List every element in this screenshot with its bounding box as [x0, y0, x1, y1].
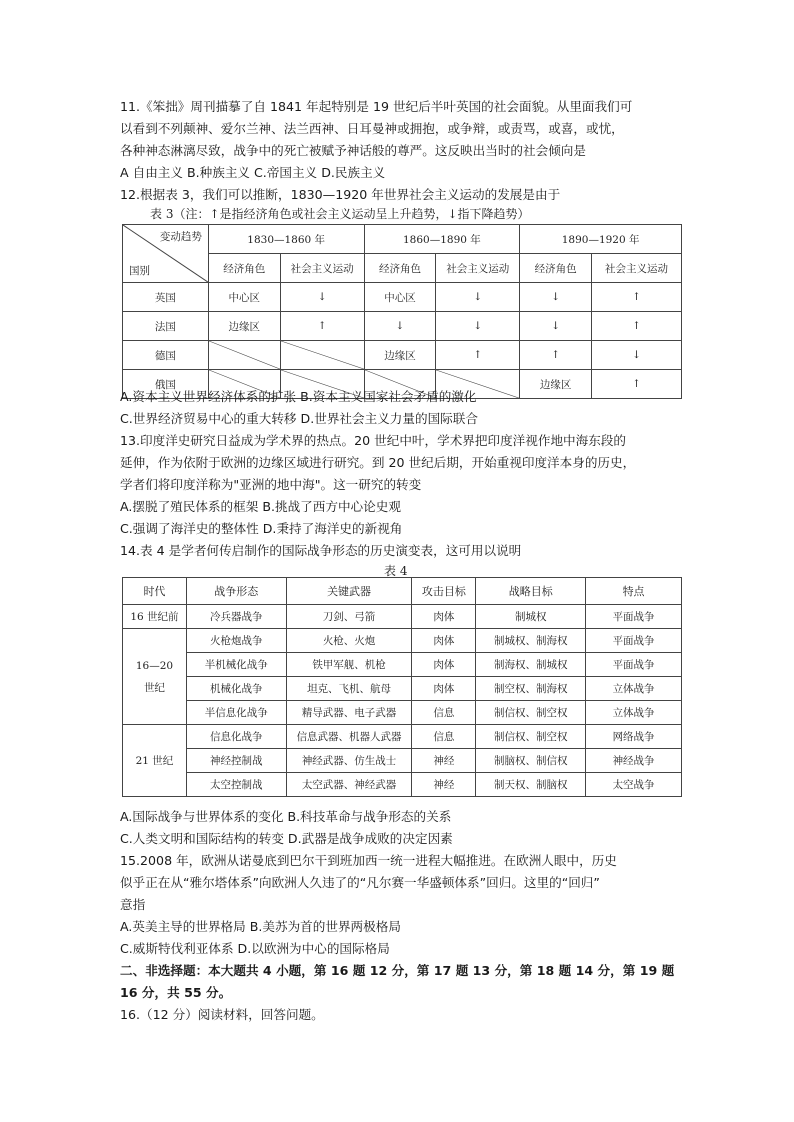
- q12-options-ab: A.资本主义世界经济体系的扩张 B.资本主义国家社会矛盾的激化: [120, 389, 477, 404]
- table3-cell: ↓: [436, 312, 520, 341]
- table4-cell: 坦克、飞机、航母: [286, 677, 412, 701]
- table3-row-britain: [123, 283, 682, 312]
- q15-options-ab: A.英美主导的世界格局 B.美苏为首的世界两极格局: [120, 919, 401, 934]
- table3-period-1: 1830—1860 年: [208, 225, 364, 254]
- table-4: [122, 577, 682, 797]
- table3-caption: 表 3（注：↑是指经济角色或社会主义运动呈上升趋势，↓指下降趋势）: [150, 207, 530, 221]
- q12-options-cd: C.世界经济贸易中心的重大转移 D.世界社会主义力量的国际联合: [120, 411, 478, 426]
- table3-cell: 边缘区: [364, 341, 436, 370]
- table3-subheader: 社会主义运动: [436, 254, 520, 283]
- table3-subheader: 经济角色: [208, 254, 280, 283]
- table4-cell: 神经控制战: [186, 749, 286, 773]
- table4-header: 攻击目标: [412, 578, 476, 605]
- table4-era: 21 世纪: [123, 725, 187, 797]
- table4-header: 战争形态: [186, 578, 286, 605]
- table4-row: [123, 749, 682, 773]
- q11-options: A 自由主义 B.种族主义 C.帝国主义 D.民族主义: [120, 165, 386, 180]
- table4-cell: 半信息化战争: [186, 701, 286, 725]
- q15-line-2: 似乎正在从“雅尔塔体系”向欧洲人久违了的“凡尔赛一华盛顿体系”回归。这里的“回归”: [120, 875, 600, 890]
- q13-options-ab: A.摆脱了殖民体系的框架 B.挑战了西方中心论史观: [120, 499, 401, 514]
- table3-cell: ↓: [592, 341, 682, 370]
- table4-cell: 信息: [412, 725, 476, 749]
- table4-cell: 信息化战争: [186, 725, 286, 749]
- table4-cell: 太空武器、神经武器: [286, 773, 412, 797]
- table4-cell: 立体战争: [586, 701, 682, 725]
- table4-cell: 平面战争: [586, 653, 682, 677]
- table4-cell: 肉体: [412, 653, 476, 677]
- table4-header: 特点: [586, 578, 682, 605]
- q13-line-3: 学者们将印度洋称为"亚洲的地中海"。这一研究的转变: [120, 477, 422, 492]
- table3-empty-cell: [208, 341, 280, 370]
- table4-cell: 肉体: [412, 605, 476, 629]
- table4-cell: 制空权、制海权: [476, 677, 586, 701]
- table3-cell: 中心区: [364, 283, 436, 312]
- q12-stem: 12.根据表 3，我们可以推断，1830—1920 年世界社会主义运动的发展是由于: [120, 187, 561, 202]
- q14-options-ab: A.国际战争与世界体系的变化 B.科技革命与战争形态的关系: [120, 809, 452, 824]
- table4-cell: 制脑权、制信权: [476, 749, 586, 773]
- table3-empty-cell: [280, 341, 364, 370]
- q16-stem: 16.（12 分）阅读材料，回答问题。: [120, 1007, 324, 1022]
- q11-line-3: 各种神态淋漓尽致，战争中的死亡被赋予神话般的尊严。这反映出当时的社会倾向是: [120, 143, 586, 158]
- q15-line-1: 15.2008 年，欧洲从诺曼底到巴尔干到班加西一统一进程大幅推进。在欧洲人眼中，历史: [120, 853, 617, 868]
- q13-line-1: 13.印度洋史研究日益成为学术界的热点。20 世纪中叶，学术界把印度洋视作地中海东段的: [120, 433, 627, 448]
- table3-cell: ↑: [592, 370, 682, 399]
- table3-cell: 边缘区: [520, 370, 592, 399]
- table4-cell: 制城权、制海权: [476, 629, 586, 653]
- table3-subheader: 社会主义运动: [592, 254, 682, 283]
- table3-country: 英国: [123, 283, 209, 312]
- table4-cell: 网络战争: [586, 725, 682, 749]
- table3-corner-cell: [123, 225, 209, 283]
- table-3: [122, 224, 682, 399]
- table3-cell: ↓: [520, 312, 592, 341]
- table4-cell: 制城权: [476, 605, 586, 629]
- table4-cell: 精导武器、电子武器: [286, 701, 412, 725]
- table4-cell: 刀剑、弓箭: [286, 605, 412, 629]
- table4-cell: 立体战争: [586, 677, 682, 701]
- table3-corner-top: 变动趋势: [159, 231, 202, 243]
- table3-period-3: 1890—1920 年: [520, 225, 682, 254]
- table4-row: [123, 677, 682, 701]
- table4-cell: 铁甲军舰、机枪: [286, 653, 412, 677]
- table4-cell: 信息武器、机器人武器: [286, 725, 412, 749]
- table4-era: 16 世纪前: [123, 605, 187, 629]
- table3-subheader: 社会主义运动: [280, 254, 364, 283]
- table4-row: [123, 605, 682, 629]
- table3-row-germany: [123, 341, 682, 370]
- table3-cell: ↑: [436, 341, 520, 370]
- table3-cell: 中心区: [208, 283, 280, 312]
- table4-cell: 火枪炮战争: [186, 629, 286, 653]
- table3-cell: ↓: [436, 283, 520, 312]
- table4-cell: 制天权、制脑权: [476, 773, 586, 797]
- table3-subheader: 经济角色: [364, 254, 436, 283]
- section2-heading-line-2: 16 分，共 55 分。: [120, 985, 232, 1000]
- table3-period-2: 1860—1890 年: [364, 225, 520, 254]
- table3-corner-bottom: 国别: [129, 265, 150, 277]
- table4-cell: 信息: [412, 701, 476, 725]
- table3-cell: 边缘区: [208, 312, 280, 341]
- table3-cell: ↓: [364, 312, 436, 341]
- q14-stem: 14.表 4 是学者何传启制作的国际战争形态的历史演变表，这可用以说明: [120, 543, 522, 558]
- table4-cell: 机械化战争: [186, 677, 286, 701]
- table3-country: 法国: [123, 312, 209, 341]
- table4-cell: 制海权、制城权: [476, 653, 586, 677]
- table3-country: 德国: [123, 341, 209, 370]
- table3-cell: ↑: [520, 341, 592, 370]
- table4-cell: 冷兵器战争: [186, 605, 286, 629]
- table4-row: [123, 773, 682, 797]
- table4-cell: 火枪、火炮: [286, 629, 412, 653]
- table4-row: [123, 701, 682, 725]
- table4-caption: 表 4: [384, 564, 408, 578]
- table4-cell: 神经战争: [586, 749, 682, 773]
- table4-cell: 平面战争: [586, 629, 682, 653]
- table4-cell: 太空战争: [586, 773, 682, 797]
- table3-subheader: 经济角色: [520, 254, 592, 283]
- table3-cell: ↑: [592, 312, 682, 341]
- table4-row: [123, 653, 682, 677]
- q11-line-1: 11.《笨拙》周刊描摹了自 1841 年起特别是 19 世纪后半叶英国的社会面貌。从里面我们可: [120, 99, 633, 114]
- q13-line-2: 延伸，作为依附于欧洲的边缘区域进行研究。到 20 世纪后期，开始重视印度洋本身的历史，: [120, 455, 636, 470]
- q13-options-cd: C.强调了海洋史的整体性 D.秉持了海洋史的新视角: [120, 521, 403, 536]
- q11-line-2: 以看到不列颠神、爱尔兰神、法兰西神、日耳曼神或拥抱，或争辩，或责骂，或喜，或忧，: [120, 121, 624, 136]
- table4-row: [123, 725, 682, 749]
- table3-cell: ↑: [280, 312, 364, 341]
- q14-options-cd: C.人类文明和国际结构的转变 D.武器是战争成败的决定因素: [120, 831, 453, 846]
- table4-header: 关键武器: [286, 578, 412, 605]
- table4-cell: 太空控制战: [186, 773, 286, 797]
- table4-cell: 神经武器、仿生战士: [286, 749, 412, 773]
- table4-cell: 平面战争: [586, 605, 682, 629]
- table4-cell: 制信权、制空权: [476, 725, 586, 749]
- table3-cell: ↓: [280, 283, 364, 312]
- q15-line-3: 意指: [120, 897, 146, 912]
- table4-cell: 制信权、制空权: [476, 701, 586, 725]
- q15-options-cd: C.威斯特伐利亚体系 D.以欧洲为中心的国际格局: [120, 941, 390, 956]
- table4-cell: 神经: [412, 773, 476, 797]
- table4-header: 时代: [123, 578, 187, 605]
- table4-cell: 神经: [412, 749, 476, 773]
- table3-country: 俄国: [123, 370, 209, 399]
- table3-cell: ↓: [520, 283, 592, 312]
- table3-cell: ↑: [592, 283, 682, 312]
- table4-cell: 肉体: [412, 629, 476, 653]
- table4-cell: 半机械化战争: [186, 653, 286, 677]
- table4-row: [123, 629, 682, 653]
- table4-header: 战略目标: [476, 578, 586, 605]
- table4-era: 16—20 世纪: [123, 629, 187, 725]
- section2-heading-line-1: 二、非选择题：本大题共 4 小题，第 16 题 12 分，第 17 题 13 分，第 18 题 14 分，第 19 题: [120, 963, 675, 978]
- table4-cell: 肉体: [412, 677, 476, 701]
- table3-row-france: [123, 312, 682, 341]
